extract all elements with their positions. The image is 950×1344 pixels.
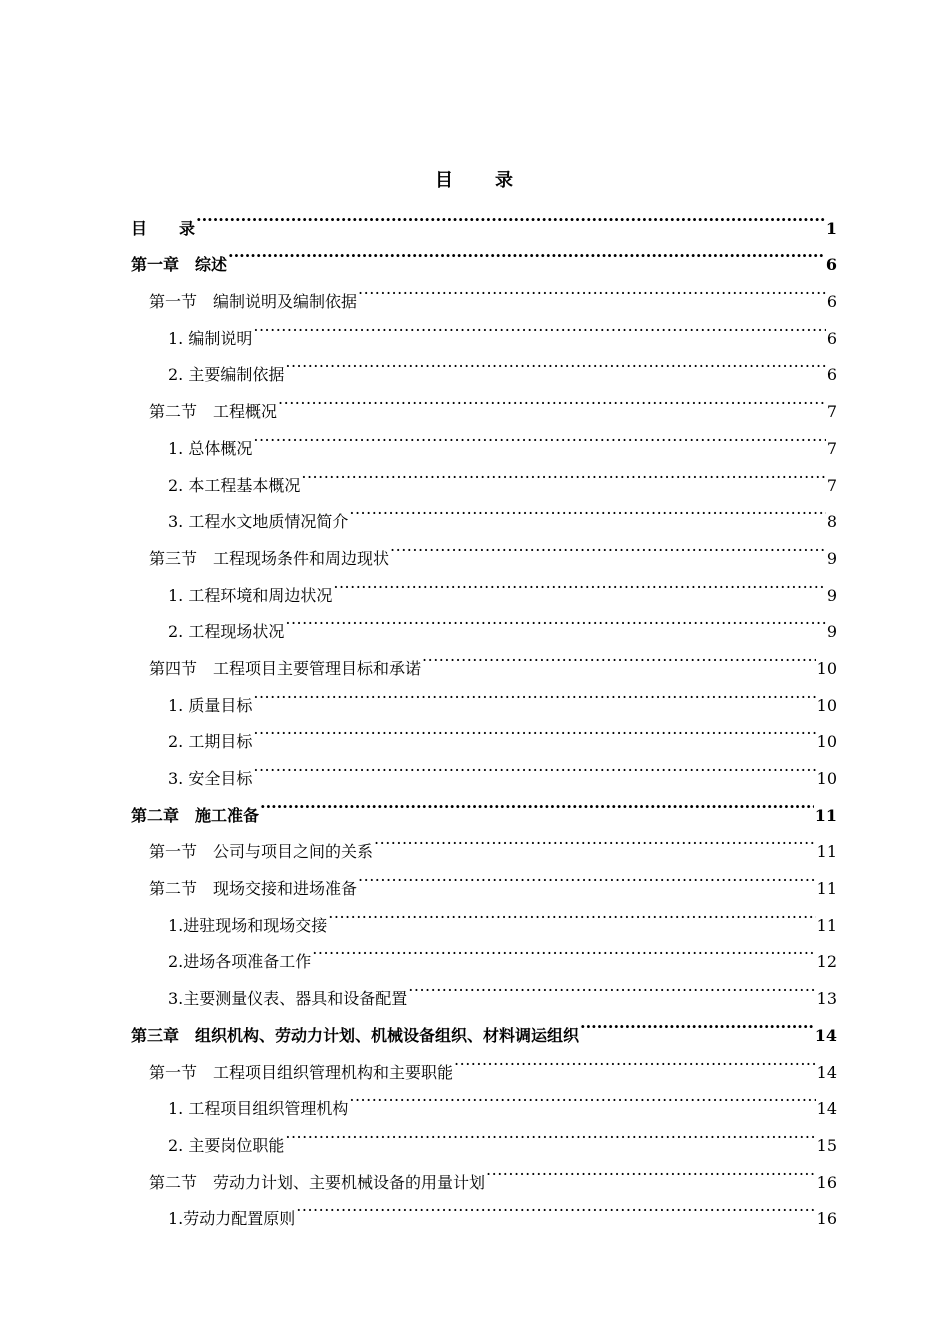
- toc-entry-label: 第二节 工程概况: [149, 402, 278, 422]
- toc-entry-label: 第三章 组织机构、劳动力计划、机械设备组织、材料调运组织: [131, 1025, 580, 1045]
- toc-entry-label: 2. 本工程基本概况: [168, 475, 301, 495]
- toc-entry-label: 第一章 综述: [131, 255, 228, 275]
- dot-leader: [296, 1188, 815, 1225]
- toc-entry[interactable]: [131, 270, 837, 312]
- dot-leader: [454, 1041, 816, 1078]
- toc-entry-label: 2. 工期目标: [168, 732, 253, 752]
- toc-entry-label: 第四节 工程项目主要管理目标和承诺: [149, 658, 422, 678]
- dot-leader: [260, 784, 814, 821]
- toc-entry-label: 1. 编制说明: [168, 328, 253, 348]
- dot-leader: [253, 747, 815, 784]
- toc-entry-label: 1. 质量目标: [168, 695, 253, 715]
- dot-leader: [312, 931, 815, 968]
- toc-entry-label: 3.主要测量仪表、器具和设备配置: [168, 989, 408, 1009]
- toc-entry-page-number: 14: [814, 1025, 837, 1045]
- toc-entry-page-number: 6: [826, 292, 837, 312]
- toc-entry-label: 1.劳动力配置原则: [168, 1209, 296, 1229]
- toc-entry-label: 第一节 编制说明及编制依据: [149, 292, 358, 312]
- toc-entry-label: 第一节 公司与项目之间的关系: [149, 842, 374, 862]
- toc-entry-label: 第二章 施工准备: [131, 805, 260, 825]
- toc-entry-page-number: 9: [826, 548, 837, 568]
- dot-leader: [333, 564, 825, 601]
- dot-leader: [228, 234, 825, 271]
- toc-entry-page-number: 10: [816, 769, 837, 788]
- toc-entry-label: 2. 主要岗位职能: [168, 1135, 285, 1155]
- toc-entry-page-number: 7: [826, 475, 837, 495]
- dot-leader: [253, 307, 825, 344]
- toc-entry-page-number: 11: [814, 805, 837, 825]
- toc-entry-page-number: 14: [816, 1099, 837, 1119]
- dot-leader: [285, 1114, 815, 1151]
- toc-entry[interactable]: [131, 197, 837, 238]
- toc-entry-label: 3. 安全目标: [168, 769, 253, 788]
- toc-entry-page-number: 7: [826, 402, 837, 422]
- toc-entry-page-number: 10: [816, 732, 837, 752]
- toc-entry-label: 3. 工程水文地质情况简介: [168, 512, 349, 532]
- dot-leader: [253, 417, 825, 454]
- toc-entry-page-number: 1: [825, 218, 837, 238]
- dot-leader: [580, 1004, 814, 1041]
- toc-entry-label: 1. 工程环境和周边状况: [168, 585, 333, 605]
- dot-leader: [278, 380, 826, 417]
- toc-entry-page-number: 7: [826, 438, 837, 458]
- toc-entry-page-number: 6: [826, 328, 837, 348]
- toc-entry-page-number: 15: [816, 1135, 837, 1155]
- toc-entry-page-number: 9: [826, 585, 837, 605]
- dot-leader: [358, 270, 826, 307]
- toc-entry-label: 2. 主要编制依据: [168, 365, 285, 385]
- dot-leader: [408, 967, 815, 1004]
- table-of-contents: [131, 197, 837, 1229]
- dot-leader: [349, 491, 825, 528]
- toc-entry-label: 1. 工程项目组织管理机构: [168, 1099, 349, 1119]
- toc-entry-page-number: 12: [816, 952, 837, 972]
- toc-entry-page-number: 16: [816, 1172, 837, 1192]
- toc-entry-page-number: 8: [826, 512, 837, 532]
- toc-entry-page-number: 10: [816, 658, 837, 678]
- toc-entry-page-number: 6: [826, 365, 837, 385]
- dot-leader: [422, 637, 816, 674]
- dot-leader: [196, 197, 825, 234]
- toc-entry-page-number: 9: [826, 622, 837, 642]
- dot-leader: [390, 527, 826, 564]
- toc-entry-page-number: 13: [816, 989, 837, 1009]
- toc-entry-page-number: 6: [825, 255, 837, 275]
- toc-entry-page-number: 10: [816, 695, 837, 715]
- toc-entry-page-number: 11: [816, 879, 837, 899]
- dot-leader: [374, 821, 816, 858]
- toc-entry-label: 第三节 工程现场条件和周边现状: [149, 548, 390, 568]
- toc-entry-label: 1.进驻现场和现场交接: [168, 915, 328, 935]
- toc-entry[interactable]: [131, 234, 837, 275]
- dot-leader: [358, 857, 816, 894]
- dot-leader: [328, 894, 815, 931]
- toc-entry-label: 2.进场各项准备工作: [168, 952, 312, 972]
- dot-leader: [285, 344, 825, 381]
- toc-entry-label: 目 录: [131, 218, 196, 238]
- toc-entry-label: 2. 工程现场状况: [168, 622, 285, 642]
- dot-leader: [486, 1151, 816, 1188]
- dot-leader: [301, 454, 825, 491]
- toc-entry-label: 第一节 工程项目组织管理机构和主要职能: [149, 1062, 454, 1082]
- toc-entry-label: 1. 总体概况: [168, 438, 253, 458]
- dot-leader: [285, 601, 825, 638]
- toc-entry-page-number: 16: [816, 1209, 837, 1229]
- toc-entry-label: 第二节 劳动力计划、主要机械设备的用量计划: [149, 1172, 486, 1192]
- toc-entry-page-number: 14: [816, 1062, 837, 1082]
- dot-leader: [253, 674, 815, 711]
- dot-leader: [253, 711, 815, 748]
- toc-entry-page-number: 11: [816, 915, 837, 935]
- toc-entry-page-number: 11: [816, 842, 837, 862]
- toc-entry-label: 第二节 现场交接和进场准备: [149, 879, 358, 899]
- toc-title: 目 录: [435, 170, 515, 191]
- dot-leader: [349, 1078, 815, 1115]
